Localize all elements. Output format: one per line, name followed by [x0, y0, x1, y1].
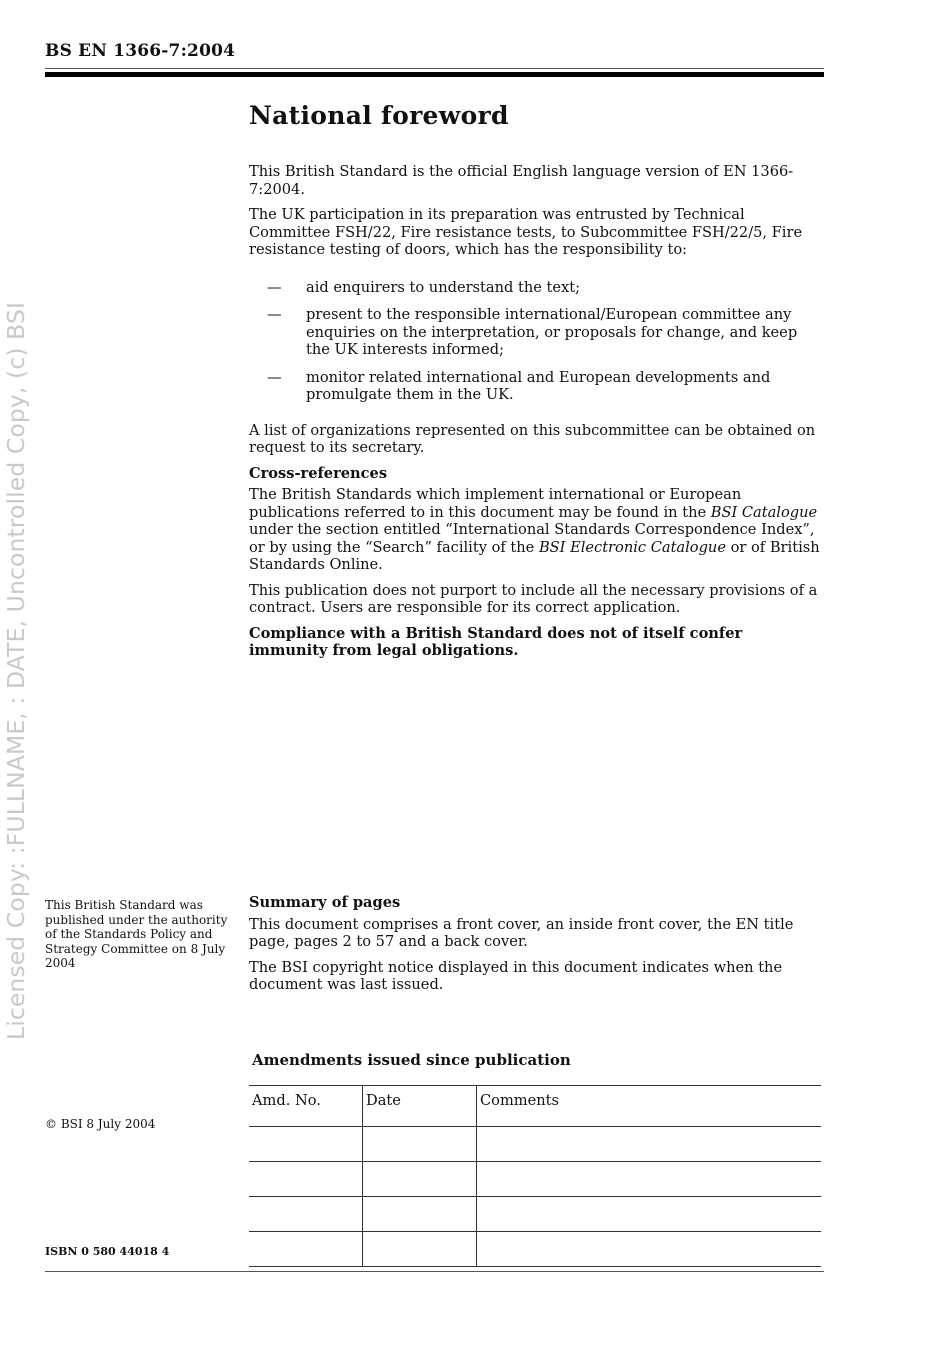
header-thick-rule — [45, 72, 824, 77]
summary-section — [249, 894, 824, 1002]
list-item-text: aid enquirers to understand the text; — [306, 278, 581, 296]
table-cell — [477, 1232, 822, 1267]
copyright-line: © BSI 8 July 2004 — [45, 1117, 156, 1131]
list-item — [249, 279, 824, 297]
bsi-catalogue-title: BSI Catalogue — [710, 503, 818, 521]
table-cell — [249, 1127, 363, 1162]
intro-paragraph-2: The UK participation in its preparation was entrusted by Technical Committee FSH/22, Fire resistance tests, to Subcommittee FSH/22/5, Fire resistance testing of doors, which has the responsibility to: — [249, 206, 803, 258]
table-cell — [363, 1127, 477, 1162]
dash-marker: — — [267, 368, 282, 386]
table-cell — [363, 1232, 477, 1267]
table-cell — [363, 1162, 477, 1197]
intro-paragraph-1: This British Standard is the official English language version of EN 1366-7:2004. — [249, 163, 794, 198]
cross-references-text-1: The British Standards which implement international or European publications referred to in this document may be found in the — [249, 486, 742, 521]
copyright-notice-paragraph: The BSI copyright notice displayed in this document indicates when the document was last issued. — [249, 958, 783, 993]
disclaimer-paragraph: This publication does not purport to include all the necessary provisions of a contract. Users are responsible for its correct application. — [249, 581, 818, 616]
table-cell — [477, 1127, 822, 1162]
table-row — [249, 1197, 821, 1232]
column-header-comments: Comments — [477, 1086, 822, 1127]
list-item — [249, 369, 824, 404]
table-cell — [249, 1232, 363, 1267]
cross-references-heading: Cross-references — [249, 464, 388, 482]
column-header-date: Date — [363, 1086, 477, 1127]
column-header-amd-no: Amd. No. — [249, 1086, 363, 1127]
amendments-table — [249, 1085, 821, 1267]
table-row — [249, 1162, 821, 1197]
cross-references-text-3: or of British Standards Online. — [249, 538, 820, 573]
table-cell — [363, 1197, 477, 1232]
list-item — [249, 306, 824, 359]
table-cell — [249, 1197, 363, 1232]
compliance-statement: Compliance with a British Standard does not of itself confer immunity from legal obligations. — [249, 624, 743, 659]
bsi-electronic-catalogue-title: BSI Electronic Catalogue — [538, 538, 726, 556]
foreword-body — [249, 163, 824, 668]
dash-marker: — — [267, 306, 282, 323]
table-cell — [249, 1162, 363, 1197]
isbn-line: ISBN 0 580 44018 4 — [45, 1245, 170, 1258]
table-row — [249, 1232, 821, 1267]
summary-heading: Summary of pages — [249, 894, 401, 911]
standard-id-header: BS EN 1366-7:2004 — [45, 41, 236, 61]
dash-marker: — — [267, 278, 282, 296]
license-watermark: Licensed Copy: :FULLNAME, : DATE, Uncontrolled Copy, (c) BSI — [2, 301, 30, 1040]
list-item-text: present to the responsible international/European committee any enquiries on the interpretation, or proposals for change, and keep the UK interests informed; — [306, 306, 798, 358]
footer-rule — [45, 1271, 824, 1272]
page-title: National foreword — [249, 101, 509, 130]
cross-references-text-2: under the section entitled “International Standards Correspondence Index”, or by using the “Search” facility of the — [249, 521, 815, 556]
publication-authority-note: This British Standard was published under the authority of the Standards Policy and Strategy Committee on 8 July 2004 — [45, 898, 228, 970]
list-note-paragraph: A list of organizations represented on this subcommittee can be obtained on request to its secretary. — [249, 421, 816, 456]
summary-paragraph: This document comprises a front cover, an inside front cover, the EN title page, pages 2 to 57 and a back cover. — [249, 915, 794, 950]
list-item-text: monitor related international and European developments and promulgate them in the UK. — [306, 368, 771, 403]
header-thin-rule — [45, 68, 824, 69]
amendments-heading: Amendments issued since publication — [252, 1051, 571, 1069]
table-cell — [477, 1162, 822, 1197]
table-cell — [477, 1197, 822, 1232]
table-row — [249, 1127, 821, 1162]
cross-references-paragraph — [249, 486, 824, 574]
table-header-row — [249, 1086, 821, 1127]
